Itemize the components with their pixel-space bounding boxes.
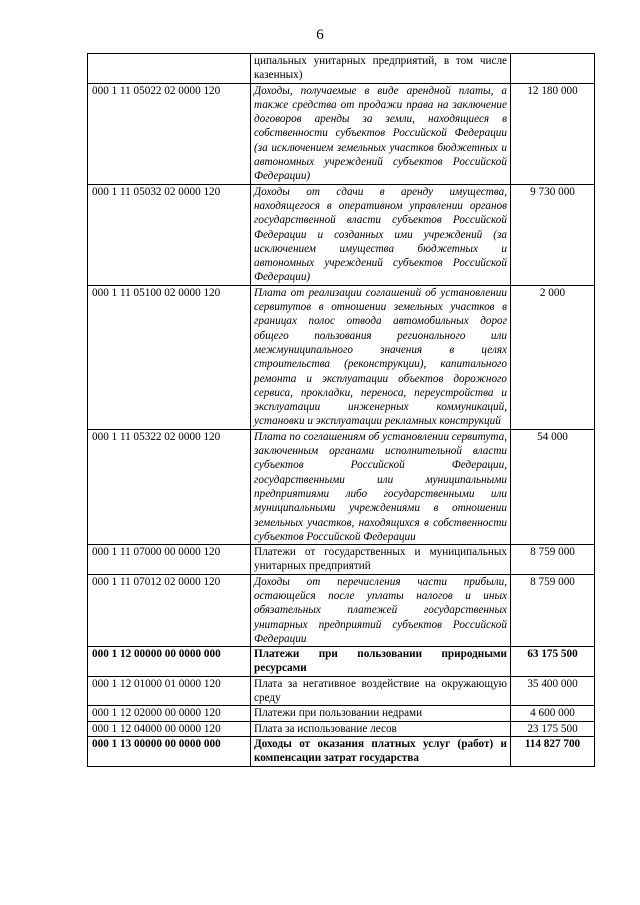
revenue-description: Доходы, получаемые в виде арендной платы, а также средства от продажи права на заключение договоров аренды за земли, находящиеся в собственности субъектов Российской Федерации (за исключением земельных участков бюджетных и автономных учреждений субъектов Российской Федерации) xyxy=(251,83,511,184)
revenue-amount: 63 175 500 xyxy=(511,647,595,677)
revenue-amount: 4 600 000 xyxy=(511,706,595,721)
classification-code: 000 1 11 05022 02 0000 120 xyxy=(88,83,251,184)
revenue-description: ципальных унитарных предприятий, в том числе казенных) xyxy=(251,54,511,84)
revenue-description: Доходы от перечисления части прибыли, остающейся после уплаты налогов и иных обязательных платежей государственных унитарных предприятий субъектов Российской Федерации xyxy=(251,574,511,646)
revenue-description: Плата за негативное воздействие на окружающую среду xyxy=(251,676,511,706)
revenue-table xyxy=(87,53,595,767)
table-row xyxy=(88,736,595,766)
revenue-amount: 12 180 000 xyxy=(511,83,595,184)
revenue-amount: 23 175 500 xyxy=(511,721,595,736)
classification-code: 000 1 12 00000 00 0000 000 xyxy=(88,647,251,677)
revenue-description: Плата от реализации соглашений об установлении сервитутов в отношении земельных участков в границах полос отвода автомобильных дорог общего пользования регионального или межмуниципального значения в целях строительства (реконструкции), капитального ремонта и эксплуатации объектов дорожного сервиса, прокладки, переноса, переустройства и эксплуатации инженерных коммуникаций, установки и эксплуатации рекламных конструкций xyxy=(251,285,511,429)
table-row xyxy=(88,721,595,736)
table-row xyxy=(88,285,595,429)
classification-code: 000 1 11 05322 02 0000 120 xyxy=(88,429,251,544)
revenue-description: Платежи при пользовании недрами xyxy=(251,706,511,721)
revenue-amount: 9 730 000 xyxy=(511,184,595,285)
table-row xyxy=(88,676,595,706)
table-row xyxy=(88,545,595,575)
classification-code xyxy=(88,54,251,84)
revenue-amount: 8 759 000 xyxy=(511,574,595,646)
classification-code: 000 1 12 02000 00 0000 120 xyxy=(88,706,251,721)
revenue-description: Платежи от государственных и муниципальных унитарных предприятий xyxy=(251,545,511,575)
table-row xyxy=(88,574,595,646)
table-row xyxy=(88,54,595,84)
revenue-amount: 114 827 700 xyxy=(511,736,595,766)
revenue-amount: 8 759 000 xyxy=(511,545,595,575)
table-row xyxy=(88,184,595,285)
revenue-amount: 35 400 000 xyxy=(511,676,595,706)
revenue-description: Платежи при пользовании природными ресурсами xyxy=(251,647,511,677)
revenue-description: Доходы от оказания платных услуг (работ) и компенсации затрат государства xyxy=(251,736,511,766)
classification-code: 000 1 11 05100 02 0000 120 xyxy=(88,285,251,429)
classification-code: 000 1 12 04000 00 0000 120 xyxy=(88,721,251,736)
table-row xyxy=(88,647,595,677)
classification-code: 000 1 11 05032 02 0000 120 xyxy=(88,184,251,285)
classification-code: 000 1 11 07012 02 0000 120 xyxy=(88,574,251,646)
table-row xyxy=(88,429,595,544)
revenue-description: Плата по соглашениям об установлении сервитута, заключенным органами исполнительной власти субъектов Российской Федерации, государственными или муниципальными предприятиями либо государственными или муниципальными учреждениями в отношении земельных участков, находящихся в собственности субъектов Российской Федерации xyxy=(251,429,511,544)
revenue-amount: 2 000 xyxy=(511,285,595,429)
table-row xyxy=(88,706,595,721)
table-row xyxy=(88,83,595,184)
revenue-description: Доходы от сдачи в аренду имущества, находящегося в оперативном управлении органов государственной власти субъектов Российской Федерации и созданных ими учреждений (за исключением имущества бюджетных и автономных учреждений субъектов Российской Федерации) xyxy=(251,184,511,285)
revenue-amount: 54 000 xyxy=(511,429,595,544)
revenue-description: Плата за использование лесов xyxy=(251,721,511,736)
classification-code: 000 1 12 01000 01 0000 120 xyxy=(88,676,251,706)
classification-code: 000 1 11 07000 00 0000 120 xyxy=(88,545,251,575)
page-number: 6 xyxy=(316,27,324,43)
revenue-amount xyxy=(511,54,595,84)
classification-code: 000 1 13 00000 00 0000 000 xyxy=(88,736,251,766)
